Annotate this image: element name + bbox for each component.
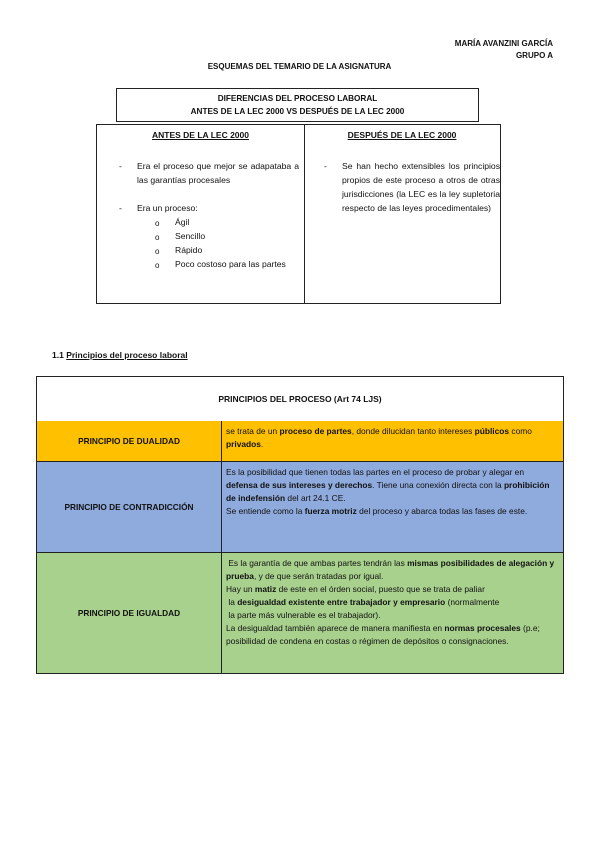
section-heading	[52, 350, 188, 360]
bullet-dash: -	[324, 161, 327, 171]
principle-row	[37, 421, 563, 461]
bullet-circle: o	[155, 233, 160, 242]
principle-description: se trata de un proceso de partes, donde dilucidan tanto intereses públicos como privados.	[226, 426, 532, 449]
principle-description: Es la posibilidad que tienen todas las partes en el proceso de probar y alegar en defensa de sus intereses y derechos. Tiene una conexión directa con la prohibición de indefensión del art 24.1 CE. Se entiende como la fuerza motriz del proceso y abarca todas las fases de este.	[226, 467, 550, 516]
before-item-2: Era un proceso:	[137, 203, 198, 213]
after-item-1: Se han hecho extensibles los principios propios de este proceso a otros de otras jurisdicciones (la LEC es la ley supletoria respecto de las leyes procedimentales)	[342, 161, 500, 213]
principle-row	[37, 552, 563, 673]
before-subitem: Ágil	[175, 217, 190, 227]
before-subitem: Rápido	[175, 245, 203, 255]
author-name: MARÍA AVANZINI GARCÍA	[454, 39, 553, 48]
bullet-dash: -	[119, 203, 122, 213]
principle-row	[37, 461, 563, 552]
comparison-table	[96, 124, 501, 304]
differences-title-line2: ANTES DE LA LEC 2000 VS DESPUÉS DE LA LEC 2000	[190, 107, 405, 116]
principle-name: PRINCIPIO DE CONTRADICCIÓN	[37, 462, 222, 552]
before-column	[97, 125, 305, 303]
bullet-circle: o	[155, 219, 160, 228]
before-item-1: Era el proceso que mejor se adapataba a las garantías procesales	[137, 161, 299, 185]
before-subitem: Poco costoso para las partes	[175, 259, 286, 269]
after-heading: DESPUÉS DE LA LEC 2000	[347, 130, 457, 140]
bullet-circle: o	[155, 261, 160, 270]
principle-description: Es la garantía de que ambas partes tendrán las mismas posibilidades de alegación y prueba, y de que serán tratadas por igual. Hay un matiz de este en el órden social, puesto que se trata de paliar la desigualdad existente entre trabajador y empresario (normalmente la parte más vulnerable es el trabajador). La desigualdad también aparece de manera manifiesta en normas procesales (p.e; posibilidad de condena en costas o régimen de depósitos o consignaciones.	[226, 558, 555, 646]
bullet-dash: -	[119, 161, 122, 171]
differences-title-box	[116, 88, 479, 122]
section-number: 1.1	[52, 350, 64, 360]
bullet-circle: o	[155, 247, 160, 256]
principles-table-title: PRINCIPIOS DEL PROCESO (Art 74 LJS)	[218, 394, 382, 404]
page-title: ESQUEMAS DEL TEMARIO DE LA ASIGNATURA	[207, 62, 392, 71]
before-subitem: Sencillo	[175, 231, 206, 241]
differences-title-line1: DIFERENCIAS DEL PROCESO LABORAL	[217, 94, 378, 103]
group-label: GRUPO A	[515, 51, 553, 60]
before-heading: ANTES DE LA LEC 2000	[152, 130, 249, 140]
principle-name: PRINCIPIO DE IGUALDAD	[37, 553, 222, 673]
after-column	[304, 125, 500, 303]
section-title: Principios del proceso laboral	[66, 350, 188, 360]
principle-name: PRINCIPIO DE DUALIDAD	[37, 421, 222, 461]
principles-table	[36, 376, 564, 674]
